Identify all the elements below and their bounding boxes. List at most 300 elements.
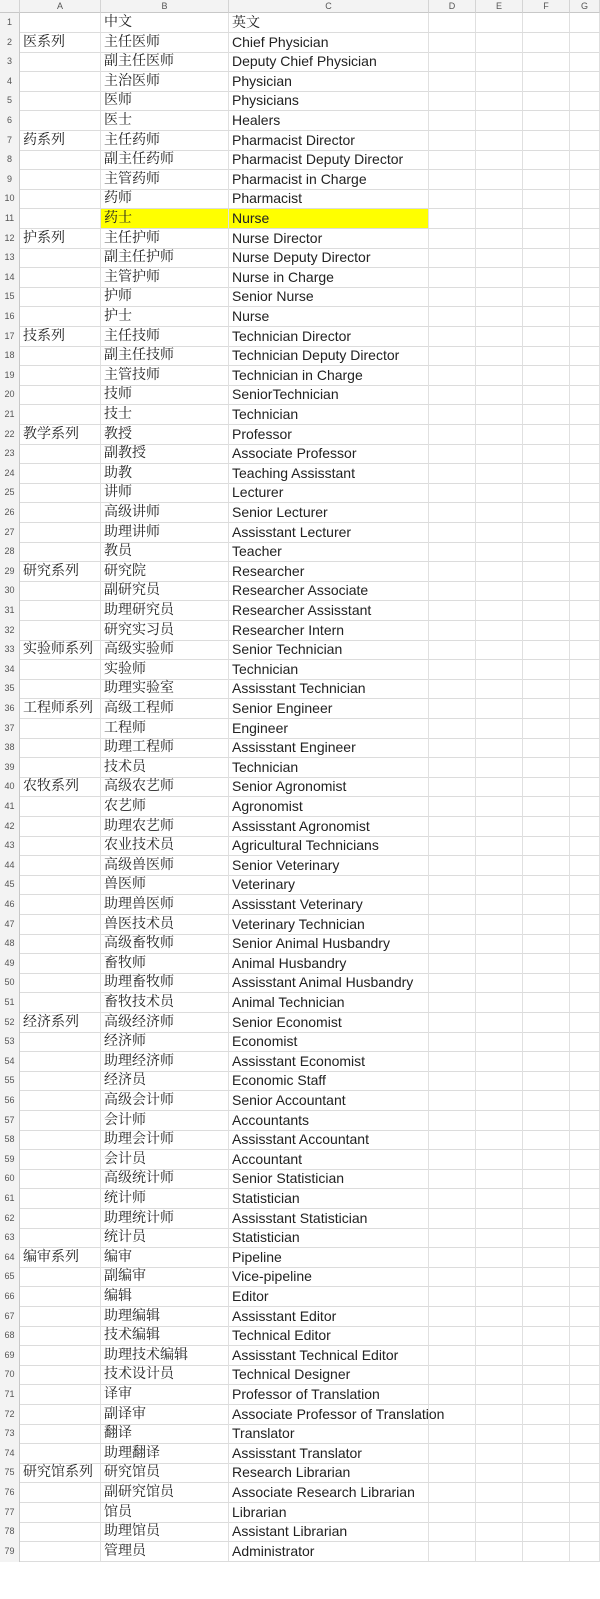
cell-english-title[interactable]: Lecturer bbox=[229, 483, 429, 502]
cell-column-a[interactable] bbox=[20, 738, 101, 757]
empty-cell[interactable] bbox=[429, 1483, 476, 1502]
cell-english-title[interactable]: Animal Technician bbox=[229, 993, 429, 1012]
cell-english-title[interactable]: Technician bbox=[229, 405, 429, 424]
empty-cell[interactable] bbox=[523, 33, 570, 52]
empty-cell[interactable] bbox=[476, 425, 523, 444]
empty-cell[interactable] bbox=[523, 385, 570, 404]
row-number-header[interactable]: 73 bbox=[0, 1424, 20, 1444]
cell-chinese-title[interactable]: 助理工程师 bbox=[101, 738, 229, 757]
cell-chinese-title[interactable]: 助理馆员 bbox=[101, 1522, 229, 1541]
cell-english-title[interactable]: Assisstant Veterinary bbox=[229, 895, 429, 914]
column-header-b[interactable]: B bbox=[101, 0, 229, 13]
row-number-header[interactable]: 33 bbox=[0, 640, 20, 660]
cell-column-a[interactable]: 教学系列 bbox=[20, 425, 101, 444]
empty-cell[interactable] bbox=[476, 915, 523, 934]
empty-cell[interactable] bbox=[476, 1405, 523, 1424]
cell-column-a[interactable] bbox=[20, 1267, 101, 1286]
cell-column-a[interactable] bbox=[20, 189, 101, 208]
empty-cell[interactable] bbox=[429, 679, 476, 698]
empty-cell[interactable] bbox=[570, 719, 600, 738]
cell-chinese-title[interactable]: 助理编辑 bbox=[101, 1307, 229, 1326]
empty-cell[interactable] bbox=[476, 1542, 523, 1561]
empty-cell[interactable] bbox=[476, 836, 523, 855]
empty-cell[interactable] bbox=[570, 464, 600, 483]
empty-cell[interactable] bbox=[523, 1542, 570, 1561]
empty-cell[interactable] bbox=[570, 1169, 600, 1188]
cell-chinese-title[interactable]: 高级实验师 bbox=[101, 640, 229, 659]
empty-cell[interactable] bbox=[476, 385, 523, 404]
empty-cell[interactable] bbox=[523, 405, 570, 424]
cell-column-a[interactable] bbox=[20, 1169, 101, 1188]
empty-cell[interactable] bbox=[570, 425, 600, 444]
empty-cell[interactable] bbox=[523, 1071, 570, 1090]
cell-column-a[interactable] bbox=[20, 385, 101, 404]
empty-cell[interactable] bbox=[570, 1287, 600, 1306]
cell-chinese-title[interactable]: 经济员 bbox=[101, 1071, 229, 1090]
cell-chinese-title[interactable]: 译审 bbox=[101, 1385, 229, 1404]
empty-cell[interactable] bbox=[429, 425, 476, 444]
cell-chinese-title[interactable]: 助理会计师 bbox=[101, 1130, 229, 1149]
cell-chinese-title[interactable]: 经济师 bbox=[101, 1032, 229, 1051]
empty-cell[interactable] bbox=[476, 973, 523, 992]
cell-chinese-title[interactable]: 高级农艺师 bbox=[101, 777, 229, 796]
empty-cell[interactable] bbox=[429, 1326, 476, 1345]
cell-chinese-title[interactable]: 农艺师 bbox=[101, 797, 229, 816]
row-number-header[interactable]: 37 bbox=[0, 719, 20, 739]
empty-cell[interactable] bbox=[570, 1424, 600, 1443]
empty-cell[interactable] bbox=[523, 817, 570, 836]
cell-english-title[interactable]: Assisstant Technician bbox=[229, 679, 429, 698]
empty-cell[interactable] bbox=[476, 1209, 523, 1228]
cell-chinese-title[interactable]: 工程师 bbox=[101, 719, 229, 738]
empty-cell[interactable] bbox=[570, 934, 600, 953]
cell-column-a[interactable] bbox=[20, 1111, 101, 1130]
empty-cell[interactable] bbox=[523, 915, 570, 934]
empty-cell[interactable] bbox=[523, 150, 570, 169]
cell-column-a[interactable] bbox=[20, 1052, 101, 1071]
empty-cell[interactable] bbox=[476, 33, 523, 52]
empty-cell[interactable] bbox=[429, 1542, 476, 1561]
empty-cell[interactable] bbox=[570, 1091, 600, 1110]
column-header-e[interactable]: E bbox=[476, 0, 523, 13]
cell-chinese-title[interactable]: 高级统计师 bbox=[101, 1169, 229, 1188]
empty-cell[interactable] bbox=[429, 287, 476, 306]
cell-chinese-title[interactable]: 主任药师 bbox=[101, 131, 229, 150]
cell-english-title[interactable]: Pharmacist bbox=[229, 189, 429, 208]
empty-cell[interactable] bbox=[429, 52, 476, 71]
cell-column-a[interactable] bbox=[20, 287, 101, 306]
cell-english-title[interactable]: Senior Economist bbox=[229, 1013, 429, 1032]
empty-cell[interactable] bbox=[429, 189, 476, 208]
empty-cell[interactable] bbox=[429, 1091, 476, 1110]
cell-column-a[interactable] bbox=[20, 91, 101, 110]
cell-column-a[interactable] bbox=[20, 1405, 101, 1424]
empty-cell[interactable] bbox=[570, 895, 600, 914]
cell-chinese-title[interactable]: 翻译 bbox=[101, 1424, 229, 1443]
empty-cell[interactable] bbox=[570, 875, 600, 894]
cell-column-a[interactable] bbox=[20, 758, 101, 777]
row-number-header[interactable]: 61 bbox=[0, 1189, 20, 1209]
empty-cell[interactable] bbox=[429, 131, 476, 150]
cell-column-a[interactable] bbox=[20, 248, 101, 267]
row-number-header[interactable]: 20 bbox=[0, 385, 20, 405]
cell-chinese-title[interactable]: 技术编辑 bbox=[101, 1326, 229, 1345]
cell-english-title[interactable]: Technician Director bbox=[229, 327, 429, 346]
empty-cell[interactable] bbox=[523, 1150, 570, 1169]
cell-english-title[interactable]: Nurse Deputy Director bbox=[229, 248, 429, 267]
cell-chinese-title[interactable]: 助理畜牧师 bbox=[101, 973, 229, 992]
column-header-f[interactable]: F bbox=[523, 0, 570, 13]
cell-english-title[interactable]: Statistician bbox=[229, 1228, 429, 1247]
cell-english-title[interactable]: Professor bbox=[229, 425, 429, 444]
empty-cell[interactable] bbox=[570, 523, 600, 542]
cell-english-title[interactable]: 英文 bbox=[229, 13, 429, 32]
cell-column-a[interactable] bbox=[20, 1189, 101, 1208]
empty-cell[interactable] bbox=[523, 366, 570, 385]
cell-english-title[interactable]: Senior Statistician bbox=[229, 1169, 429, 1188]
empty-cell[interactable] bbox=[570, 1444, 600, 1463]
empty-cell[interactable] bbox=[429, 915, 476, 934]
cell-column-a[interactable] bbox=[20, 601, 101, 620]
cell-column-a[interactable] bbox=[20, 150, 101, 169]
empty-cell[interactable] bbox=[429, 836, 476, 855]
empty-cell[interactable] bbox=[570, 52, 600, 71]
empty-cell[interactable] bbox=[476, 719, 523, 738]
cell-column-a[interactable]: 研究系列 bbox=[20, 562, 101, 581]
empty-cell[interactable] bbox=[429, 229, 476, 248]
cell-english-title[interactable]: Assisstant Editor bbox=[229, 1307, 429, 1326]
empty-cell[interactable] bbox=[429, 1248, 476, 1267]
empty-cell[interactable] bbox=[523, 1385, 570, 1404]
cell-column-a[interactable] bbox=[20, 1385, 101, 1404]
empty-cell[interactable] bbox=[429, 1013, 476, 1032]
row-number-header[interactable]: 54 bbox=[0, 1052, 20, 1072]
empty-cell[interactable] bbox=[523, 1424, 570, 1443]
cell-column-a[interactable] bbox=[20, 52, 101, 71]
empty-cell[interactable] bbox=[429, 1228, 476, 1247]
empty-cell[interactable] bbox=[570, 72, 600, 91]
cell-english-title[interactable]: Librarian bbox=[229, 1503, 429, 1522]
empty-cell[interactable] bbox=[429, 111, 476, 130]
empty-cell[interactable] bbox=[570, 1483, 600, 1502]
empty-cell[interactable] bbox=[476, 307, 523, 326]
empty-cell[interactable] bbox=[429, 1385, 476, 1404]
empty-cell[interactable] bbox=[523, 1307, 570, 1326]
empty-cell[interactable] bbox=[476, 483, 523, 502]
cell-column-a[interactable] bbox=[20, 993, 101, 1012]
cell-english-title[interactable]: Nurse in Charge bbox=[229, 268, 429, 287]
cell-english-title[interactable]: Nurse Director bbox=[229, 229, 429, 248]
empty-cell[interactable] bbox=[570, 562, 600, 581]
cell-chinese-title[interactable]: 中文 bbox=[101, 13, 229, 32]
empty-cell[interactable] bbox=[570, 542, 600, 561]
empty-cell[interactable] bbox=[476, 1169, 523, 1188]
empty-cell[interactable] bbox=[523, 13, 570, 32]
cell-column-a[interactable] bbox=[20, 444, 101, 463]
empty-cell[interactable] bbox=[429, 875, 476, 894]
empty-cell[interactable] bbox=[476, 1032, 523, 1051]
cell-column-a[interactable] bbox=[20, 836, 101, 855]
empty-cell[interactable] bbox=[429, 934, 476, 953]
empty-cell[interactable] bbox=[570, 13, 600, 32]
row-number-header[interactable]: 46 bbox=[0, 895, 20, 915]
row-number-header[interactable]: 63 bbox=[0, 1228, 20, 1248]
empty-cell[interactable] bbox=[523, 1287, 570, 1306]
empty-cell[interactable] bbox=[429, 366, 476, 385]
cell-english-title[interactable]: Senior Engineer bbox=[229, 699, 429, 718]
cell-english-title[interactable]: Nurse bbox=[229, 209, 429, 228]
empty-cell[interactable] bbox=[429, 1346, 476, 1365]
cell-english-title[interactable]: Engineer bbox=[229, 719, 429, 738]
cell-chinese-title[interactable]: 农业技术员 bbox=[101, 836, 229, 855]
cell-chinese-title[interactable]: 主治医师 bbox=[101, 72, 229, 91]
empty-cell[interactable] bbox=[476, 954, 523, 973]
empty-cell[interactable] bbox=[429, 1111, 476, 1130]
empty-cell[interactable] bbox=[570, 699, 600, 718]
empty-cell[interactable] bbox=[429, 1444, 476, 1463]
cell-chinese-title[interactable]: 助理研究员 bbox=[101, 601, 229, 620]
empty-cell[interactable] bbox=[570, 287, 600, 306]
row-number-header[interactable]: 49 bbox=[0, 954, 20, 974]
empty-cell[interactable] bbox=[476, 1189, 523, 1208]
row-number-header[interactable]: 3 bbox=[0, 52, 20, 72]
row-number-header[interactable]: 71 bbox=[0, 1385, 20, 1405]
cell-chinese-title[interactable]: 高级讲师 bbox=[101, 503, 229, 522]
empty-cell[interactable] bbox=[476, 13, 523, 32]
empty-cell[interactable] bbox=[523, 1032, 570, 1051]
cell-english-title[interactable]: Researcher bbox=[229, 562, 429, 581]
row-number-header[interactable]: 27 bbox=[0, 523, 20, 543]
cell-column-a[interactable] bbox=[20, 483, 101, 502]
cell-chinese-title[interactable]: 医士 bbox=[101, 111, 229, 130]
cell-chinese-title[interactable]: 讲师 bbox=[101, 483, 229, 502]
row-number-header[interactable]: 75 bbox=[0, 1463, 20, 1483]
empty-cell[interactable] bbox=[476, 1228, 523, 1247]
cell-column-a[interactable] bbox=[20, 797, 101, 816]
empty-cell[interactable] bbox=[523, 444, 570, 463]
cell-english-title[interactable]: Teacher bbox=[229, 542, 429, 561]
row-number-header[interactable]: 58 bbox=[0, 1130, 20, 1150]
empty-cell[interactable] bbox=[429, 268, 476, 287]
cell-chinese-title[interactable]: 助理讲师 bbox=[101, 523, 229, 542]
empty-cell[interactable] bbox=[523, 1444, 570, 1463]
cell-column-a[interactable]: 药系列 bbox=[20, 131, 101, 150]
empty-cell[interactable] bbox=[429, 503, 476, 522]
cell-english-title[interactable]: Professor of Translation bbox=[229, 1385, 429, 1404]
cell-chinese-title[interactable]: 主任医师 bbox=[101, 33, 229, 52]
row-number-header[interactable]: 48 bbox=[0, 934, 20, 954]
empty-cell[interactable] bbox=[523, 131, 570, 150]
empty-cell[interactable] bbox=[523, 307, 570, 326]
cell-chinese-title[interactable]: 教员 bbox=[101, 542, 229, 561]
row-number-header[interactable]: 30 bbox=[0, 581, 20, 601]
cell-chinese-title[interactable]: 畜牧师 bbox=[101, 954, 229, 973]
empty-cell[interactable] bbox=[429, 1209, 476, 1228]
cell-chinese-title[interactable]: 主任技师 bbox=[101, 327, 229, 346]
cell-chinese-title[interactable]: 副编审 bbox=[101, 1267, 229, 1286]
cell-column-a[interactable]: 护系列 bbox=[20, 229, 101, 248]
cell-chinese-title[interactable]: 副研究员 bbox=[101, 581, 229, 600]
cell-column-a[interactable] bbox=[20, 111, 101, 130]
cell-chinese-title[interactable]: 助理实验室 bbox=[101, 679, 229, 698]
empty-cell[interactable] bbox=[570, 581, 600, 600]
cell-column-a[interactable] bbox=[20, 915, 101, 934]
empty-cell[interactable] bbox=[429, 738, 476, 757]
empty-cell[interactable] bbox=[429, 1424, 476, 1443]
empty-cell[interactable] bbox=[429, 444, 476, 463]
empty-cell[interactable] bbox=[523, 934, 570, 953]
empty-cell[interactable] bbox=[523, 621, 570, 640]
empty-cell[interactable] bbox=[523, 1209, 570, 1228]
cell-column-a[interactable]: 实验师系列 bbox=[20, 640, 101, 659]
empty-cell[interactable] bbox=[523, 268, 570, 287]
empty-cell[interactable] bbox=[429, 1267, 476, 1286]
cell-chinese-title[interactable]: 技术员 bbox=[101, 758, 229, 777]
row-number-header[interactable]: 60 bbox=[0, 1169, 20, 1189]
empty-cell[interactable] bbox=[476, 464, 523, 483]
cell-column-a[interactable] bbox=[20, 1091, 101, 1110]
cell-chinese-title[interactable]: 技师 bbox=[101, 385, 229, 404]
cell-english-title[interactable]: Assisstant Engineer bbox=[229, 738, 429, 757]
cell-english-title[interactable]: Editor bbox=[229, 1287, 429, 1306]
row-number-header[interactable]: 23 bbox=[0, 444, 20, 464]
cell-chinese-title[interactable]: 副译审 bbox=[101, 1405, 229, 1424]
row-number-header[interactable]: 51 bbox=[0, 993, 20, 1013]
empty-cell[interactable] bbox=[570, 993, 600, 1012]
empty-cell[interactable] bbox=[429, 91, 476, 110]
empty-cell[interactable] bbox=[570, 91, 600, 110]
empty-cell[interactable] bbox=[570, 1307, 600, 1326]
cell-column-a[interactable] bbox=[20, 1365, 101, 1384]
cell-chinese-title[interactable]: 助理兽医师 bbox=[101, 895, 229, 914]
select-all-corner[interactable] bbox=[0, 0, 20, 13]
empty-cell[interactable] bbox=[429, 1522, 476, 1541]
empty-cell[interactable] bbox=[429, 1071, 476, 1090]
empty-cell[interactable] bbox=[523, 719, 570, 738]
cell-english-title[interactable]: Veterinary Technician bbox=[229, 915, 429, 934]
empty-cell[interactable] bbox=[476, 1444, 523, 1463]
empty-cell[interactable] bbox=[476, 797, 523, 816]
empty-cell[interactable] bbox=[429, 777, 476, 796]
cell-chinese-title[interactable]: 编审 bbox=[101, 1248, 229, 1267]
cell-column-a[interactable] bbox=[20, 1287, 101, 1306]
empty-cell[interactable] bbox=[429, 973, 476, 992]
empty-cell[interactable] bbox=[570, 856, 600, 875]
row-number-header[interactable]: 44 bbox=[0, 856, 20, 876]
cell-chinese-title[interactable]: 助理翻译 bbox=[101, 1444, 229, 1463]
row-number-header[interactable]: 36 bbox=[0, 699, 20, 719]
cell-english-title[interactable]: Economist bbox=[229, 1032, 429, 1051]
cell-column-a[interactable] bbox=[20, 1228, 101, 1247]
empty-cell[interactable] bbox=[476, 52, 523, 71]
empty-cell[interactable] bbox=[523, 1522, 570, 1541]
cell-english-title[interactable]: Associate Professor of Translation bbox=[229, 1405, 429, 1424]
empty-cell[interactable] bbox=[429, 856, 476, 875]
row-number-header[interactable]: 29 bbox=[0, 562, 20, 582]
empty-cell[interactable] bbox=[570, 366, 600, 385]
empty-cell[interactable] bbox=[523, 1052, 570, 1071]
empty-cell[interactable] bbox=[429, 542, 476, 561]
empty-cell[interactable] bbox=[570, 33, 600, 52]
empty-cell[interactable] bbox=[523, 1189, 570, 1208]
empty-cell[interactable] bbox=[476, 405, 523, 424]
cell-chinese-title[interactable]: 技士 bbox=[101, 405, 229, 424]
empty-cell[interactable] bbox=[523, 973, 570, 992]
empty-cell[interactable] bbox=[570, 307, 600, 326]
row-number-header[interactable]: 7 bbox=[0, 131, 20, 151]
empty-cell[interactable] bbox=[476, 758, 523, 777]
empty-cell[interactable] bbox=[570, 817, 600, 836]
cell-column-a[interactable]: 编审系列 bbox=[20, 1248, 101, 1267]
empty-cell[interactable] bbox=[429, 1287, 476, 1306]
empty-cell[interactable] bbox=[570, 248, 600, 267]
empty-cell[interactable] bbox=[476, 150, 523, 169]
cell-chinese-title[interactable]: 研究馆员 bbox=[101, 1463, 229, 1482]
cell-english-title[interactable]: Assisstant Statistician bbox=[229, 1209, 429, 1228]
cell-chinese-title[interactable]: 研究院 bbox=[101, 562, 229, 581]
empty-cell[interactable] bbox=[429, 1052, 476, 1071]
row-number-header[interactable]: 9 bbox=[0, 170, 20, 190]
empty-cell[interactable] bbox=[476, 1287, 523, 1306]
empty-cell[interactable] bbox=[476, 679, 523, 698]
cell-chinese-title[interactable]: 副主任医师 bbox=[101, 52, 229, 71]
empty-cell[interactable] bbox=[429, 170, 476, 189]
empty-cell[interactable] bbox=[570, 189, 600, 208]
empty-cell[interactable] bbox=[523, 777, 570, 796]
empty-cell[interactable] bbox=[476, 993, 523, 1012]
cell-chinese-title[interactable]: 兽医技术员 bbox=[101, 915, 229, 934]
row-number-header[interactable]: 42 bbox=[0, 817, 20, 837]
row-number-header[interactable]: 28 bbox=[0, 542, 20, 562]
empty-cell[interactable] bbox=[523, 738, 570, 757]
cell-chinese-title[interactable]: 管理员 bbox=[101, 1542, 229, 1561]
cell-chinese-title[interactable]: 统计师 bbox=[101, 1189, 229, 1208]
cell-column-a[interactable] bbox=[20, 1522, 101, 1541]
cell-chinese-title[interactable]: 副主任技师 bbox=[101, 346, 229, 365]
row-number-header[interactable]: 74 bbox=[0, 1444, 20, 1464]
cell-english-title[interactable]: Technical Designer bbox=[229, 1365, 429, 1384]
empty-cell[interactable] bbox=[570, 797, 600, 816]
row-number-header[interactable]: 79 bbox=[0, 1542, 20, 1562]
empty-cell[interactable] bbox=[523, 699, 570, 718]
row-number-header[interactable]: 43 bbox=[0, 836, 20, 856]
cell-english-title[interactable]: Technician bbox=[229, 660, 429, 679]
empty-cell[interactable] bbox=[570, 170, 600, 189]
empty-cell[interactable] bbox=[523, 1405, 570, 1424]
empty-cell[interactable] bbox=[570, 1503, 600, 1522]
row-number-header[interactable]: 19 bbox=[0, 366, 20, 386]
empty-cell[interactable] bbox=[476, 621, 523, 640]
empty-cell[interactable] bbox=[429, 209, 476, 228]
empty-cell[interactable] bbox=[570, 1209, 600, 1228]
cell-column-a[interactable] bbox=[20, 817, 101, 836]
row-number-header[interactable]: 62 bbox=[0, 1209, 20, 1229]
empty-cell[interactable] bbox=[476, 1424, 523, 1443]
cell-chinese-title[interactable]: 助理农艺师 bbox=[101, 817, 229, 836]
empty-cell[interactable] bbox=[429, 797, 476, 816]
cell-english-title[interactable]: Senior Veterinary bbox=[229, 856, 429, 875]
empty-cell[interactable] bbox=[476, 875, 523, 894]
empty-cell[interactable] bbox=[429, 640, 476, 659]
cell-column-a[interactable]: 经济系列 bbox=[20, 1013, 101, 1032]
row-number-header[interactable]: 50 bbox=[0, 973, 20, 993]
cell-chinese-title[interactable]: 技术设计员 bbox=[101, 1365, 229, 1384]
empty-cell[interactable] bbox=[476, 1326, 523, 1345]
cell-column-a[interactable]: 医系列 bbox=[20, 33, 101, 52]
empty-cell[interactable] bbox=[429, 307, 476, 326]
empty-cell[interactable] bbox=[429, 562, 476, 581]
cell-chinese-title[interactable]: 高级兽医师 bbox=[101, 856, 229, 875]
